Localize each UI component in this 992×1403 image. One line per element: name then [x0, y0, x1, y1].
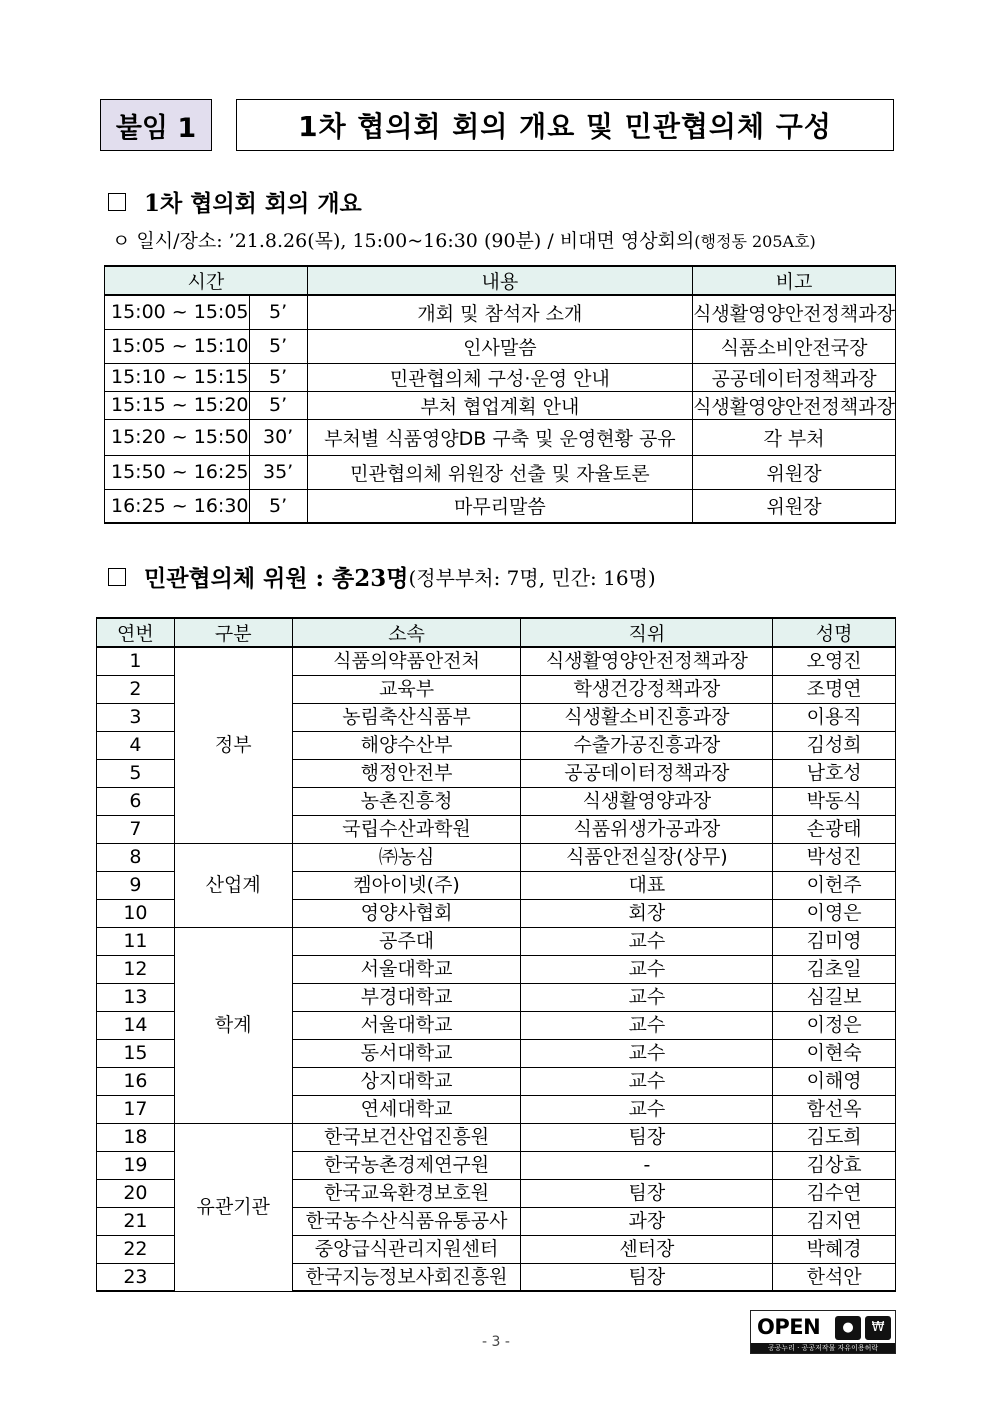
- schedule-content: 민관협의체 위원장 선출 및 자율토론: [307, 455, 692, 489]
- member-row: [97, 1123, 896, 1151]
- member-position: 팀장: [521, 1179, 773, 1207]
- schedule-row: [105, 295, 896, 329]
- member-position: 교수: [521, 1011, 773, 1039]
- member-group: 학계: [174, 927, 292, 1123]
- member-org: 한국농촌경제연구원: [292, 1151, 521, 1179]
- members-header-org: 소속: [292, 618, 521, 647]
- member-position: 수출가공진흥과장: [521, 731, 773, 759]
- schedule-table: [104, 265, 896, 524]
- schedule-time: 15:15 ~ 15:20: [105, 391, 250, 419]
- section1-heading: [108, 185, 362, 218]
- member-org: 부경대학교: [292, 983, 521, 1011]
- schedule-row: [105, 363, 896, 391]
- schedule-note: 식생활영양안전정책과장: [693, 391, 896, 419]
- schedule-row: [105, 329, 896, 363]
- member-org: 농림축산식품부: [292, 703, 521, 731]
- schedule-header-time: 시간: [105, 266, 308, 295]
- schedule-content: 부처 협업계획 안내: [307, 391, 692, 419]
- member-no: 5: [97, 759, 175, 787]
- member-no: 2: [97, 675, 175, 703]
- schedule-time: 15:05 ~ 15:10: [105, 329, 250, 363]
- member-position: 학생건강정책과장: [521, 675, 773, 703]
- checkbox-square-icon: [108, 568, 126, 586]
- member-no: 13: [97, 983, 175, 1011]
- schedule-content: 인사말씀: [307, 329, 692, 363]
- member-no: 7: [97, 815, 175, 843]
- member-org: 중앙급식관리지원센터: [292, 1235, 521, 1263]
- meeting-info-text: ㅇ 일시/장소: ’21.8.26(목), 15:00~16:30 (90분) / 비대면 영상회의: [112, 230, 695, 252]
- schedule-note: 위원장: [693, 489, 896, 523]
- member-name: 김수연: [773, 1179, 896, 1207]
- member-org: 해양수산부: [292, 731, 521, 759]
- member-no: 21: [97, 1207, 175, 1235]
- member-name: 김도희: [773, 1123, 896, 1151]
- member-no: 14: [97, 1011, 175, 1039]
- schedule-duration: 5’: [249, 295, 307, 329]
- section2-heading: [108, 560, 656, 593]
- schedule-note: 식품소비안전국장: [693, 329, 896, 363]
- schedule-row: [105, 489, 896, 523]
- member-position: 교수: [521, 1095, 773, 1123]
- schedule-duration: 5’: [249, 363, 307, 391]
- member-name: 이해영: [773, 1067, 896, 1095]
- member-no: 20: [97, 1179, 175, 1207]
- member-name: 조명연: [773, 675, 896, 703]
- members-header-position: 직위: [521, 618, 773, 647]
- member-name: 한석안: [773, 1263, 896, 1291]
- member-org: 한국지능정보사회진흥원: [292, 1263, 521, 1291]
- member-position: 대표: [521, 871, 773, 899]
- member-name: 김미영: [773, 927, 896, 955]
- member-org: 농촌진흥청: [292, 787, 521, 815]
- meeting-room: (행정동 205A호): [694, 232, 816, 251]
- member-no: 17: [97, 1095, 175, 1123]
- member-org: 식품의약품안전처: [292, 647, 521, 675]
- member-name: 심길보: [773, 983, 896, 1011]
- member-position: 교수: [521, 1039, 773, 1067]
- member-org: 국립수산과학원: [292, 815, 521, 843]
- schedule-note: 위원장: [693, 455, 896, 489]
- member-position: 식품위생가공과장: [521, 815, 773, 843]
- member-name: 이현숙: [773, 1039, 896, 1067]
- member-org: 서울대학교: [292, 955, 521, 983]
- schedule-note: 각 부처: [693, 419, 896, 455]
- member-org: 상지대학교: [292, 1067, 521, 1095]
- schedule-duration: 5’: [249, 329, 307, 363]
- member-no: 6: [97, 787, 175, 815]
- document-title: 1차 협의회 회의 개요 및 민관협의체 구성: [236, 99, 894, 151]
- member-name: 김성희: [773, 731, 896, 759]
- open-logo-caption: 공공누리 · 공공저작물 자유이용허락: [751, 1343, 895, 1353]
- member-row: [97, 927, 896, 955]
- member-group: 산업계: [174, 843, 292, 927]
- member-name: 김초일: [773, 955, 896, 983]
- kogl-open-logo: [750, 1310, 896, 1354]
- schedule-note: 식생활영양안전정책과장: [693, 295, 896, 329]
- member-row: [97, 647, 896, 675]
- member-org: 연세대학교: [292, 1095, 521, 1123]
- member-no: 3: [97, 703, 175, 731]
- schedule-duration: 35’: [249, 455, 307, 489]
- open-logo-text: OPEN: [757, 1315, 821, 1339]
- member-position: 과장: [521, 1207, 773, 1235]
- person-icon: ●: [835, 1316, 861, 1340]
- schedule-row: [105, 419, 896, 455]
- member-no: 11: [97, 927, 175, 955]
- section1-heading-text: 1차 협의회 회의 개요: [144, 190, 362, 217]
- schedule-content: 부처별 식품영양DB 구축 및 운영현황 공유: [307, 419, 692, 455]
- member-name: 함선옥: [773, 1095, 896, 1123]
- won-icon: ₩: [865, 1316, 891, 1340]
- member-org: 교육부: [292, 675, 521, 703]
- member-name: 박동식: [773, 787, 896, 815]
- member-group: 유관기관: [174, 1123, 292, 1291]
- member-org: 동서대학교: [292, 1039, 521, 1067]
- member-name: 손광태: [773, 815, 896, 843]
- member-name: 김지연: [773, 1207, 896, 1235]
- schedule-time: 16:25 ~ 16:30: [105, 489, 250, 523]
- member-position: 공공데이터정책과장: [521, 759, 773, 787]
- member-org: 영양사협회: [292, 899, 521, 927]
- member-no: 1: [97, 647, 175, 675]
- member-no: 10: [97, 899, 175, 927]
- member-org: 한국보건산업진흥원: [292, 1123, 521, 1151]
- members-header-no: 연번: [97, 618, 175, 647]
- schedule-header-note: 비고: [693, 266, 896, 295]
- member-name: 이영은: [773, 899, 896, 927]
- member-position: 식품안전실장(상무): [521, 843, 773, 871]
- member-no: 15: [97, 1039, 175, 1067]
- member-group: 정부: [174, 647, 292, 843]
- members-header-name: 성명: [773, 618, 896, 647]
- schedule-time: 15:10 ~ 15:15: [105, 363, 250, 391]
- member-position: 식생활영양과장: [521, 787, 773, 815]
- schedule-time: 15:00 ~ 15:05: [105, 295, 250, 329]
- member-no: 9: [97, 871, 175, 899]
- member-position: 센터장: [521, 1235, 773, 1263]
- member-org: 한국교육환경보호원: [292, 1179, 521, 1207]
- schedule-time: 15:20 ~ 15:50: [105, 419, 250, 455]
- member-org: 서울대학교: [292, 1011, 521, 1039]
- member-position: -: [521, 1151, 773, 1179]
- member-position: 교수: [521, 955, 773, 983]
- member-no: 8: [97, 843, 175, 871]
- schedule-time: 15:50 ~ 16:25: [105, 455, 250, 489]
- member-no: 16: [97, 1067, 175, 1095]
- member-org: 켐아이넷(주): [292, 871, 521, 899]
- member-no: 19: [97, 1151, 175, 1179]
- member-no: 12: [97, 955, 175, 983]
- checkbox-square-icon: [108, 193, 126, 211]
- member-position: 교수: [521, 927, 773, 955]
- schedule-duration: 30’: [249, 419, 307, 455]
- member-name: 이정은: [773, 1011, 896, 1039]
- member-position: 회장: [521, 899, 773, 927]
- member-name: 박혜경: [773, 1235, 896, 1263]
- schedule-content: 민관협의체 구성·운영 안내: [307, 363, 692, 391]
- member-position: 식생활소비진흥과장: [521, 703, 773, 731]
- member-position: 팀장: [521, 1263, 773, 1291]
- schedule-row: [105, 391, 896, 419]
- member-org: 공주대: [292, 927, 521, 955]
- member-name: 오영진: [773, 647, 896, 675]
- member-position: 식생활영양안전정책과장: [521, 647, 773, 675]
- schedule-note: 공공데이터정책과장: [693, 363, 896, 391]
- page-number: - 3 -: [482, 1334, 510, 1350]
- member-position: 교수: [521, 983, 773, 1011]
- members-table: [96, 617, 896, 1292]
- member-no: 18: [97, 1123, 175, 1151]
- section2-heading-text: 민관협의체 위원 : 총23명: [144, 565, 409, 592]
- schedule-content: 마무리말씀: [307, 489, 692, 523]
- member-org: ㈜농심: [292, 843, 521, 871]
- member-name: 이용직: [773, 703, 896, 731]
- schedule-row: [105, 455, 896, 489]
- member-name: 김상효: [773, 1151, 896, 1179]
- member-no: 4: [97, 731, 175, 759]
- schedule-duration: 5’: [249, 391, 307, 419]
- member-position: 팀장: [521, 1123, 773, 1151]
- members-header-group: 구분: [174, 618, 292, 647]
- member-name: 박성진: [773, 843, 896, 871]
- member-row: [97, 843, 896, 871]
- member-org: 행정안전부: [292, 759, 521, 787]
- attachment-tag: 붙임 1: [100, 99, 212, 151]
- member-no: 22: [97, 1235, 175, 1263]
- section2-heading-note: (정부부처: 7명, 민간: 16명): [408, 566, 656, 590]
- meeting-info: [112, 226, 816, 253]
- schedule-content: 개회 및 참석자 소개: [307, 295, 692, 329]
- schedule-duration: 5’: [249, 489, 307, 523]
- member-no: 23: [97, 1263, 175, 1291]
- member-position: 교수: [521, 1067, 773, 1095]
- member-org: 한국농수산식품유통공사: [292, 1207, 521, 1235]
- member-name: 이헌주: [773, 871, 896, 899]
- schedule-header-content: 내용: [307, 266, 692, 295]
- member-name: 남호성: [773, 759, 896, 787]
